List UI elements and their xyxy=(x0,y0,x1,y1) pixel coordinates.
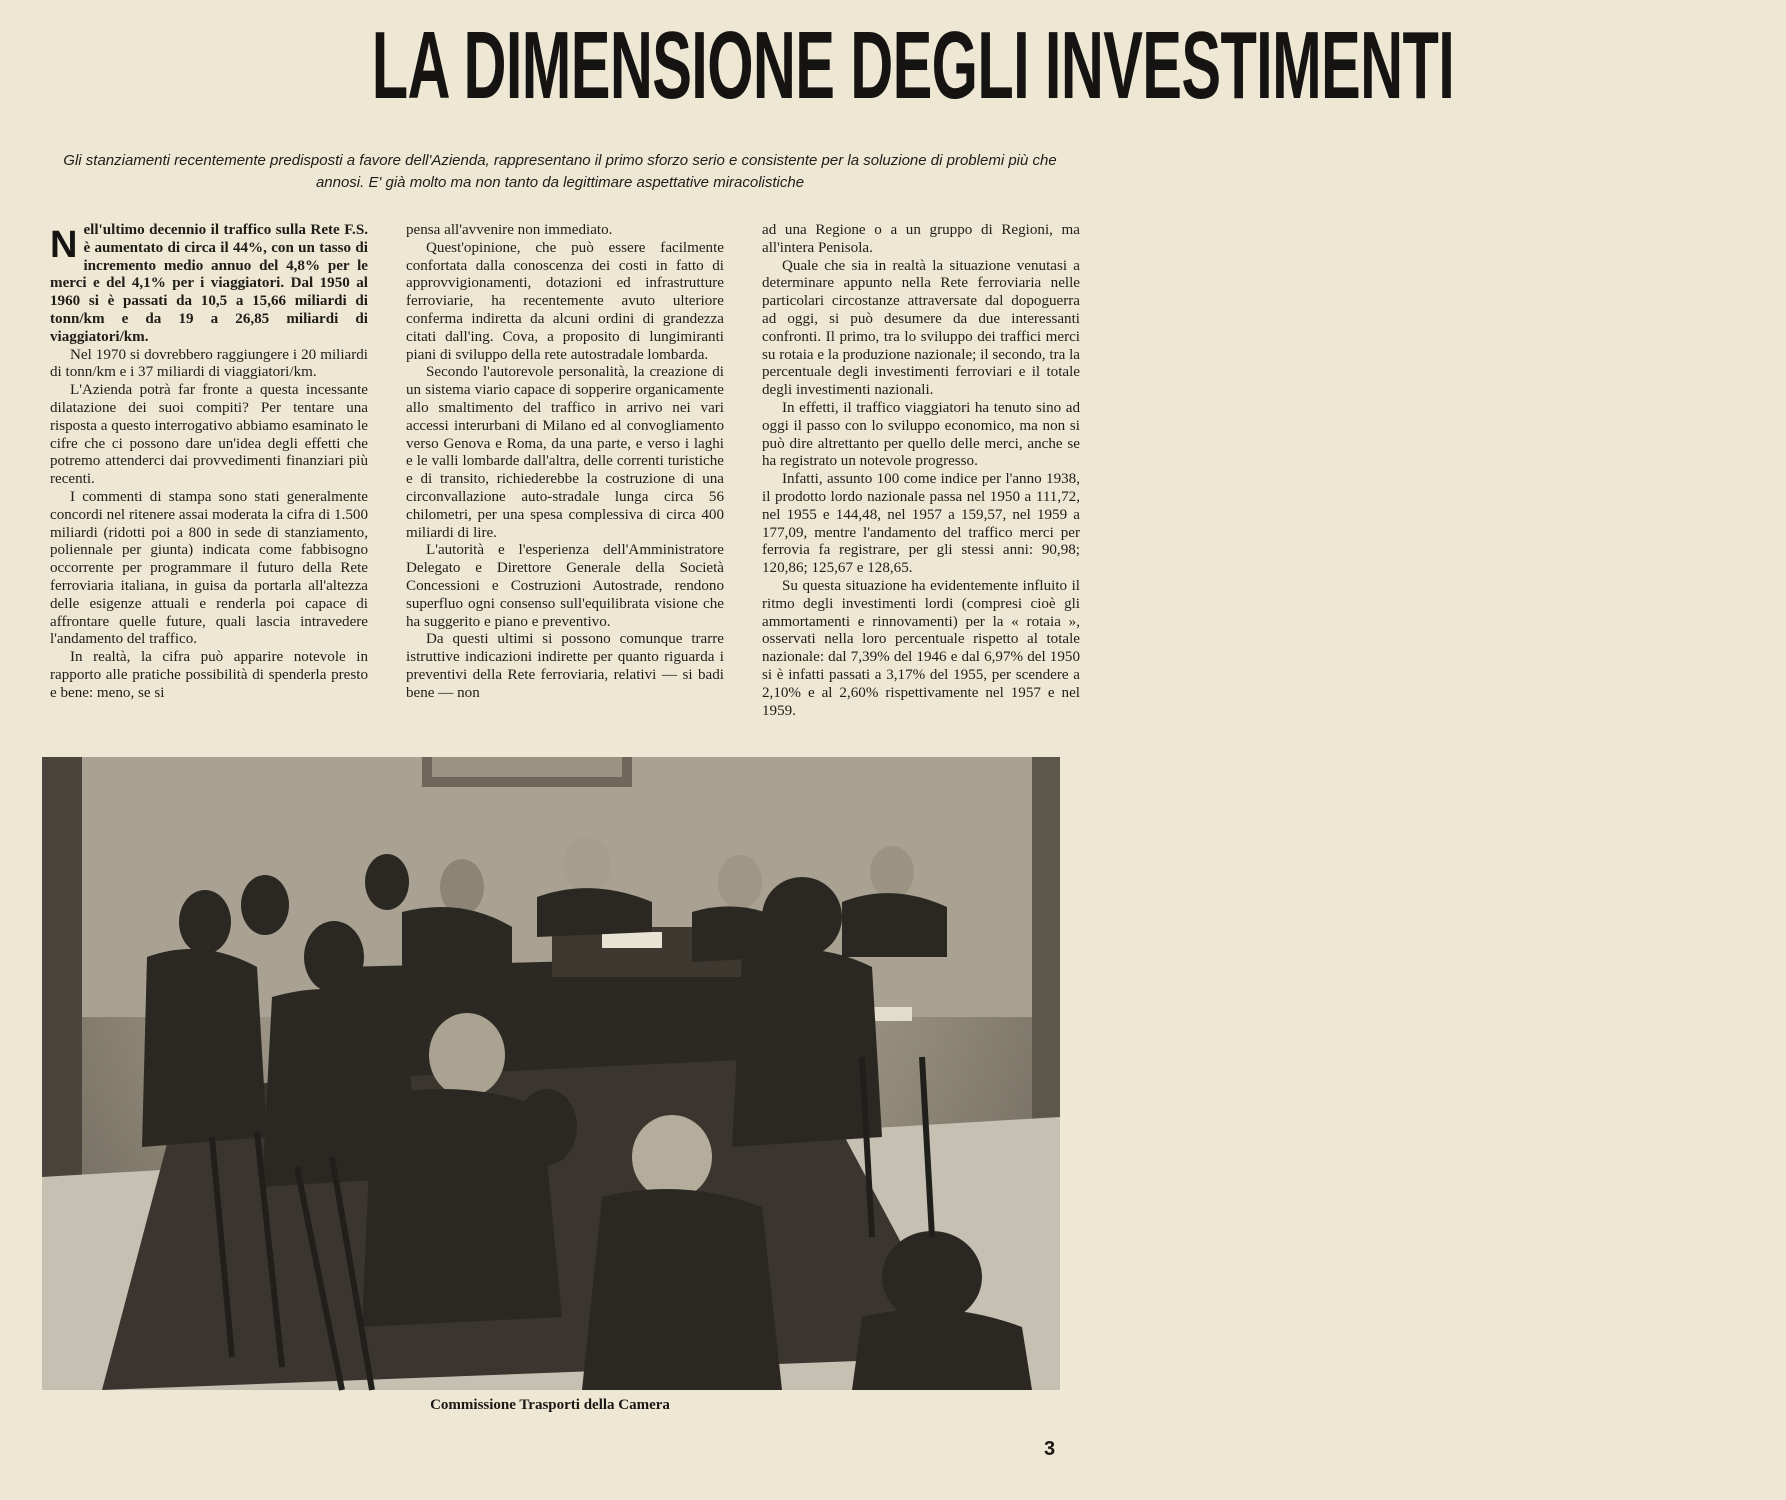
paragraph: Infatti, assunto 100 come indice per l'anno 1938, il prodotto lordo nazionale passa nel 1950 a 111,72, nel 1955 e 144,48, nel 1957 a 159,57, nel 1959 a 177,09, mentre l'andamento del traffico merci per ferrovia fa registrare, per gli stessi anni: 90,98; 120,86; 125,67 e 128,65. xyxy=(762,471,1080,577)
paragraph: Da questi ultimi si possono comunque trarre istruttive indicazioni indirette per quanto riguarda i preventivi della Rete ferroviaria, relativi — si badi bene — non xyxy=(406,631,724,701)
photo-caption: Commissione Trasporti della Camera xyxy=(430,1397,670,1413)
headline: LA DIMENSIONE DEGLI INVESTIMENTI xyxy=(371,12,1455,119)
drop-cap: N xyxy=(50,224,78,266)
lead-paragraph xyxy=(50,222,368,347)
paragraph: Nel 1970 si dovrebbero raggiungere i 20 miliardi di tonn/km e i 37 miliardi di viaggiatori/km. xyxy=(50,346,368,381)
paragraph: Quale che sia in realtà la situazione venutasi a determinare appunto nella Rete ferroviaria nelle particolari circostanze attraversate dal dopoguerra ad oggi, si può desumere da due interessanti confronti. Il primo, tra lo sviluppo dei traffici merci su rotaia e la produzione nazionale; il secondo, tra la percentuale degli investimenti ferroviari e il totale degli investimenti nazionali. xyxy=(762,257,1080,399)
photo-illustration xyxy=(42,757,1060,1390)
column-3 xyxy=(762,222,1080,752)
subtitle: Gli stanziamenti recentemente predisposti a favore dell'Azienda, rappresentano il primo sforzo serio e consistente per la soluzione di problemi più che annosi. E' già molto ma non tanto da legittimare aspettative miracolistiche xyxy=(63,152,1057,191)
paragraph: ad una Regione o a un gruppo di Regioni, ma all'intera Penisola. xyxy=(762,222,1080,256)
lead-text: ell'ultimo decennio il traffico sulla Rete F.S. è aumentato di circa il 44%, con un tasso di incremento medio annuo del 4,8% per le merci e del 4,1% per i viaggiatori. Dal 1950 al 1960 si è passati da 10,5 a 15,66 miliardi di tonn/km e da 19 a 26,85 miliardi di viaggiatori/km. xyxy=(50,222,368,345)
column-2 xyxy=(406,222,724,752)
paragraph: Quest'opinione, che può essere facilmente confortata dalla conoscenza dei costi in fatto di approvvigionamenti, dotazioni ed infrastrutture ferroviarie, ha recentemente avuto ulteriore conferma indiretta da alcuni ordini di grandezza citati dall'ing. Cova, a proposito di lungimiranti piani di sviluppo della rete autostradale lombarda. xyxy=(406,239,724,363)
paragraph: pensa all'avvenire non immediato. xyxy=(406,222,613,238)
column-1 xyxy=(50,222,368,752)
paragraph: I commenti di stampa sono stati generalmente concordi nel ritenere assai moderata la cifra di 1.500 miliardi (ridotti poi a 800 in sede di stanziamento, poliennale per giunta) indicata come fabbisogno occorrente per programmare il futuro della Rete ferroviaria italiana, in guisa da portarla all'altezza delle esigenze attuali e renderla poi capace di affrontare quelle future, quali lascia intravedere l'andamento del traffico. xyxy=(50,488,368,648)
paragraph: In effetti, il traffico viaggiatori ha tenuto sino ad oggi il passo con lo sviluppo economico, ma non si può dire altrettanto per quello delle merci, anche se ha registrato un notevole progresso. xyxy=(762,399,1080,470)
paragraph: L'Azienda potrà far fronte a questa incessante dilatazione dei suoi compiti? Per tentare una risposta a questo interrogativo abbiamo esaminato le cifre che ci possono dare un'idea degli effetti che potremo attenderci dai provvedimenti finanziari più recenti. xyxy=(50,382,368,488)
paragraph: Su questa situazione ha evidentemente influito il ritmo degli investimenti lordi (compresi cioè gli ammortamenti e rinnovamenti) per la « rotaia », osservati nella loro percentuale rispetto al totale nazionale: dal 7,39% del 1946 e dal 6,97% del 1950 si è infatti passati a 3,17% del 1955, per scendere a 2,10% e al 2,60% rispettivamente nel 1957 e nel 1959. xyxy=(762,577,1080,719)
page-number: 3 xyxy=(1044,1438,1056,1460)
paragraph: Secondo l'autorevole personalità, la creazione di un sistema viario capace di sopperire organicamente allo smaltimento del traffico in arrivo nei vari accessi interurbani di Milano ed al convogliamento verso Genova e Roma, da una parte, e verso i laghi e le valli lombarde dall'altra, delle correnti turistiche e di transito, richiederebbe la costruzione di una circonvallazione auto-stradale lunga circa 56 chilometri, per una spesa complessiva di circa 400 miliardi di lire. xyxy=(406,364,724,541)
paragraph: L'autorità e l'esperienza dell'Amministratore Delegato e Direttore Generale della Società Concessioni e Costruzioni Autostrade, rendono superfluo ogni consenso sull'equilibrata visione che ha suggerito e piano e preventivo. xyxy=(406,542,724,630)
meeting-photo xyxy=(42,757,1060,1390)
article-body xyxy=(50,222,1080,752)
paragraph: In realtà, la cifra può apparire notevole in rapporto alle pratiche possibilità di spenderla presto e bene: meno, se si xyxy=(50,649,368,701)
